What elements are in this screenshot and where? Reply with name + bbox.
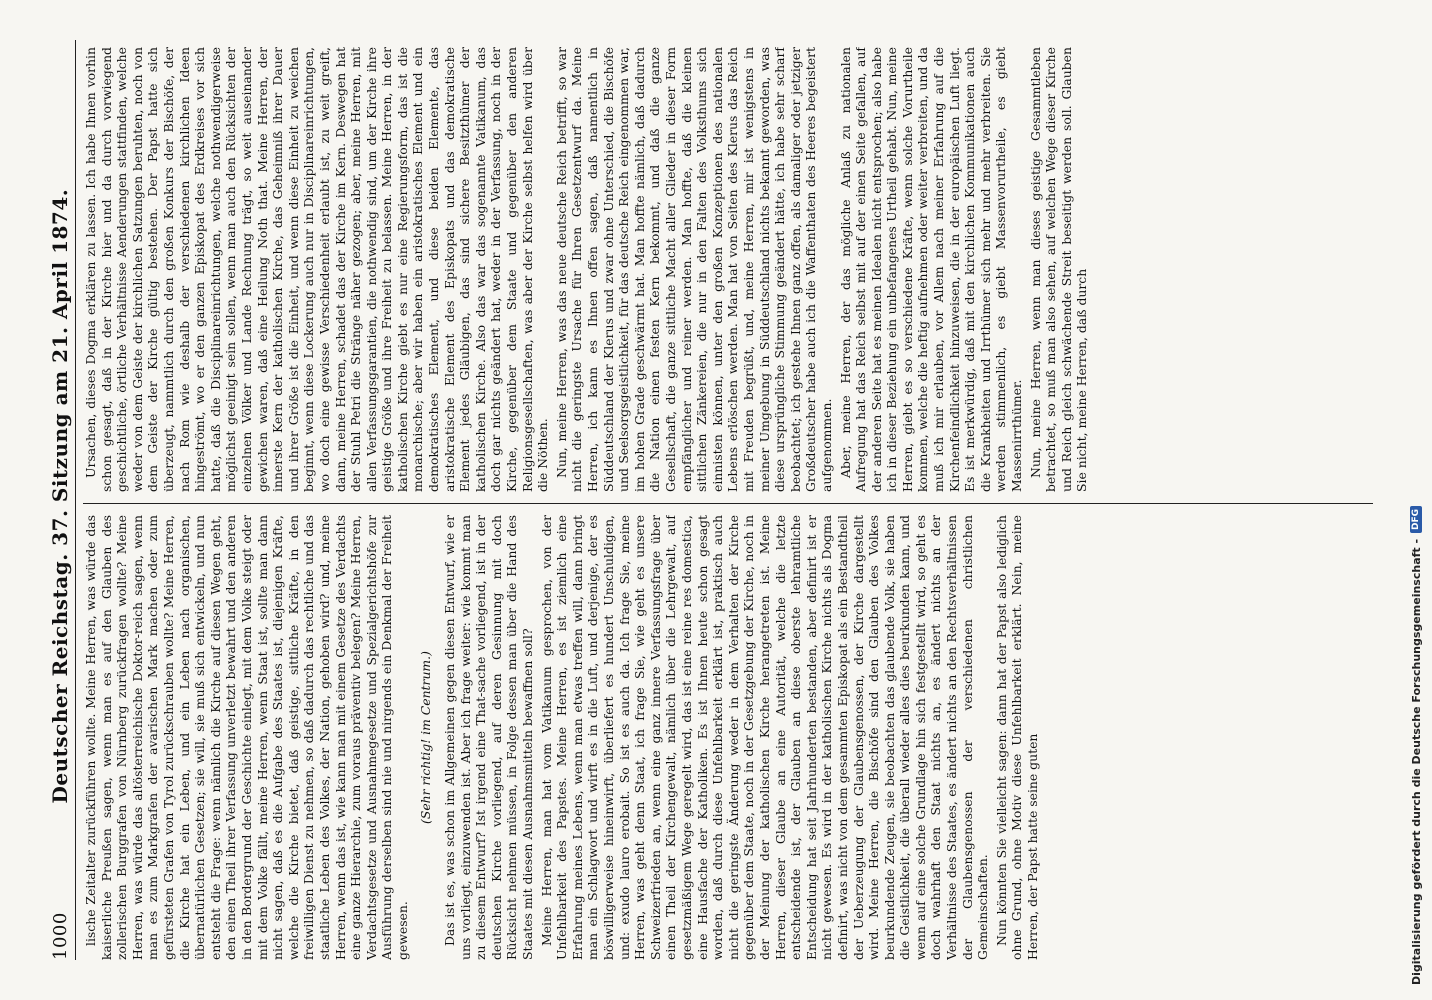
right-column [83, 47, 1373, 492]
applause-note: (Sehr richtig! im Centrum.) [418, 651, 434, 824]
paragraph: Meine Herren, man hat vom Vatikanum gesprochen, von der Unfehlbarkeit des Papstes. Meine Herren, es ist ziemlich eine Erfahrung meines Lebens, wenn man etwas treffen will, dann bringt man ein Schlagwort und wirft es in die Luft, und derjenige, der es böswilligerweise hineinwirft, überliefert es hundert Unschuldigen, und: exudo lauro erobait. So ist es auch da. Ich frage Sie, meine Herren, was geht denn Staat, ich frage Sie, wie geht es unsere Schweizerfrieden an, wenn eine ganz innere Verfassungsfrage über einen Theil der Kirchengewalt, nämlich über die Lehrgewalt, auf gesetzmäßigem Wege geregelt wird, das ist eine reine res domestica, eine Hausfache der Katholiken. Es ist Ihnen heute schon gesagt worden, daß durch diese Unfehlbarkeit erklärt ist, praktisch auch nicht die geringste Änderung weder in dem Verhalten der Kirche gegenüber dem Staate, noch in der Gesetzgebung der Kirche, noch in der Meinung der katholischen Kirche herangetreten ist. Meine Herren, dieser Glaube an eine Autorität, welche die letzte entscheidende ist, der Glauben an diese oberste lehramtliche Entscheidung hat seit Jahrhunderten bestanden, aber definirt ist er nicht gewesen. Es wird in der katholischen Kirche nichts als Dogma definirt, was nicht von dem gesammten Episkopat als ein Bestandtheil der Ueberzeugung der Glaubensgenossen, der Kirche dargestellt wird. Meine Herren, die Bischöfe sind den Glauben des Volkes beurkundende Zeugen, sie beobachten das glaubende Volk, sie haben die Geistlichkeit, die überall wieder alles dies beurkunden kann, und wenn auf eine solche Grundlage hin sich festgestellt wird, so geht es doch wahrhaft den Staat nichts an, es ändert nichts an der Verhältnisse des Staates, es ändert nichts an den Rechtsverhältnissen der Glaubensgenossen der verschiedenen christlichen Gemeinschaften. [538, 515, 991, 960]
credit-text: Digitalisierung gefördert durch die Deutsche Forschungsgemeinschaft - [1409, 538, 1423, 985]
paragraph: Das ist es, was schon im Allgemeinen gegen diesen Entwurf, wie er uns vorliegt, einzuwenden ist. Aber ich frage weiter: wie kommt man zu diesem Entwurf? Ist irgend eine That-sache vorliegend, ist in der deutschen Kirche vorliegend, auf deren Gesinnung mit doch Rücksicht nehmen müssen, in Folge dessen man über die Hand des Staates mit diesen Ausnahmsmitteln bewaffnen soll? [442, 515, 536, 960]
dfg-logo: DFG [1410, 506, 1422, 533]
page-header [45, 40, 76, 960]
paragraph: Nun, meine Herren, wenn man dieses geistige Gesammtleben betrachtet, so muß man also sehen, auf welchen Wege dieser Kirche und Reich gleich schwächende Streit beseitigt werden soll. Glauben Sie nicht, meine Herren, daß durch [1027, 47, 1090, 492]
paragraph: Nun könnten Sie vielleicht sagen: dann hat der Papst also lediglich ohne Grund, ohne Motiv diese Unfehlbarkeit erklärt. Nein, meine Herren, der Papst hatte seine guten [993, 515, 1041, 960]
rotated-content [45, 40, 1385, 960]
paragraph: Ursachen, dieses Dogma erklären zu lassen. Ich habe Ihnen vorhin schon gesagt, daß in der Kirche hier und da durch vorwiegend geschichtliche, örtliche Verhältnisse Aenderungen stattfinden, welche weder von dem Geiste der kirchlichen Satzungen beruhten, noch von dem Geiste der Kirche gültig bestehen. Der Papst hatte sich überzeugt, nammtlich durch den großen Konkurs der Bischöfe, der nach Rom wie deshalb der verschiedenen kirchlichen Ideen hingeströmt, wo er den ganzen Episkopat des Erdkreises vor sich hatte, daß die Disciplinareinrichtungen, welche nothwendigerweise möglichst geeinigt sein sollen, wenn man auch den Rücksichten der einzelnen Völker und Lande Rechnung trägt, so weit auseinander gewichen waren, daß eine Heilung Noth that. Meine Herren, der innerste Kern der katholischen Kirche, das Geheimniß ihrer Dauer und ihrer Größe ist die Einheit, und wenn diese Einheit zu weichen beginnt, wenn diese Lockerung auch nur in Disciplinareinrichtungen, wo doch eine gewisse Verschiedenheit erlaubt ist, zu weit greift, dann, meine Herren, schadet das der Kirche im Kern. Deswegen hat der Stuhl Petri die Stränge näher gezogen; aber, meine Herren, mit allen Verfassungsgarantien, die nothwendig sind, um der Kirche ihre geistige Größe und ihre Freiheit zu belassen. Meine Herren, in der katholischen Kirche giebt es nur eine Regierungsform, das ist die monarchische; aber wir haben ein aristokratisches Element und ein demokratisches Element, und diese beiden Elemente, das aristokratische Element des Episkopats und das demokratische Element jedes Gläubigen, das sind sichere Besitzthümer der katholischen Kirche. Also das war das sogenannte Vatikanum, das doch gar nichts geändert hat, weder in der Verfassung, noch in der Kirche, gegenüber dem Staate und gegenüber den anderen Religionsgesellschaften, was aber der Kirche selbst helfen wird über die Nöthen. [83, 47, 551, 492]
page-number: 1000 [49, 912, 71, 960]
digitization-credit [1408, 0, 1424, 985]
left-column [83, 515, 1373, 960]
paragraph: lische Zeitalter zurückführen wollte. Meine Herren, was würde das kaiserliche Preußen sagen, wenn man es auf den Glauben des zollerischen Burggrafen von Nürnberg zurückfragen wollte? Meine Herren, was würde das altösterreichische Doktor-reich sagen, wenn man es zum Markgrafen der avarischen Mark machen oder zum gefürsteten Grafen von Tyrol zurückschrauben wollte? Meine Herren, die Kirche hat ein Leben, und ein Leben nach organischen, übernatürlichen Gesetzen; sie will, sie muß sich entwickeln, und nun entsteht die Frage: wenn nämlich die Kirche auf diesen Wegen geht, den einen Theil ihrer Verfassung unverletzt bewahrt und den anderen in den Bordergrund der Geschichte einlegt, mit dem Volke steigt oder mit dem Volke fällt, meine Herren, wenn Staat ist, sollte man dann nicht sagen, daß es die Aufgabe des Staates ist, diejenigen Kräfte, welche die Kirche bietet, daß geistige, sittliche Kräfte, in den freiwilligen Dienst zu nehmen, so daß dadurch das rechtliche und das staatliche Leben des Volkes, der Nation, gehoben wird? und, meine Herren, wenn das ist, wie kann man mit einem Gesetze des Verdachts eine ganze Hierarchie, zum voraus präventiv belegen? Meine Herren, Verdachtsgesetze und Ausnahmegesetze und Spezialgerichtshöfe zur Ausführung derselben sind nie und nirgends ein Denkmal der Freiheit gewesen. [83, 515, 410, 960]
page-title: Deutscher Reichstag. 37. Sitzung am 21. April 1874. [48, 188, 72, 804]
paragraph: Nun, meine Herren, was das neue deutsche Reich betrifft, so war nicht die geringste Ursache für Ihren Gesetzentwurf da. Meine Herren, ich kann es Ihnen offen sagen, daß namentlich in Süddeutschland der Klerus und zwar ohne Unterschied, die Bischöfe und Seelsorgsgeistlichkeit, für das deutsche Reich eingenommen war, im hohen Grade geschwärmt hat. Man hoffte nämlich, daß dadurch die Nation einen festen Kern bekommt, und daß die ganze Gesellschaft, die ganze sittliche Macht aller Glieder in dieser Form empfänglicher und reiner werden. Man hoffte, daß die kleinen sittlichen Zänkereien, die nur in den Falten des Volksthums sich einnisten können, unter den großen Konzeptionen des nationalen Lebens erlöschen werden. Man hat von Seiten des Klerus das Reich mit Freuden begrüßt, und, meine Herren, mir ist wenigstens in meiner Umgebung in Süddeutschland nichts bekannt geworden, was diese ursprüngliche Stimmung geändert hätte, ich habe sehr scharf beobachtet; ich gestehe Ihnen ganz offen, als damaliger oder jetziger Großdeutscher habe auch ich die Waffenthaten des Heeres begeistert aufgenommen. [553, 47, 834, 492]
paragraph: Aber, meine Herren, der das mögliche Anlaß zu nationalen Aufregung hat das Reich selbst mit auf der einen Seite gefallen, auf der anderen Seite hat es meinen Idealen nicht entsprochen; also habe ich in dieser Beziehung ein unbefangenes Urtheil gehabt. Nun, meine Herren, giebt es so verschiedene Kräfte, wenn solche Vorurtheile kommen, welche die heftig aufnehmen oder weiter verbreiten, und da muß ich mir erlauben, vor Allem nach meiner Erfahrung auf die Kirchenfeindlichkeit hinzuweisen, die in der europäischen Luft liegt. Es ist merkwürdig, daß mit den kirchlichen Kommunikationen auch die Krankheiten und Irrthümer sich mehr und mehr verbreiten. Sie werden stimmenlich, es giebt Massenvorurtheile, es giebt Massenirrthümer. [837, 47, 1025, 492]
column-divider [83, 503, 1373, 504]
